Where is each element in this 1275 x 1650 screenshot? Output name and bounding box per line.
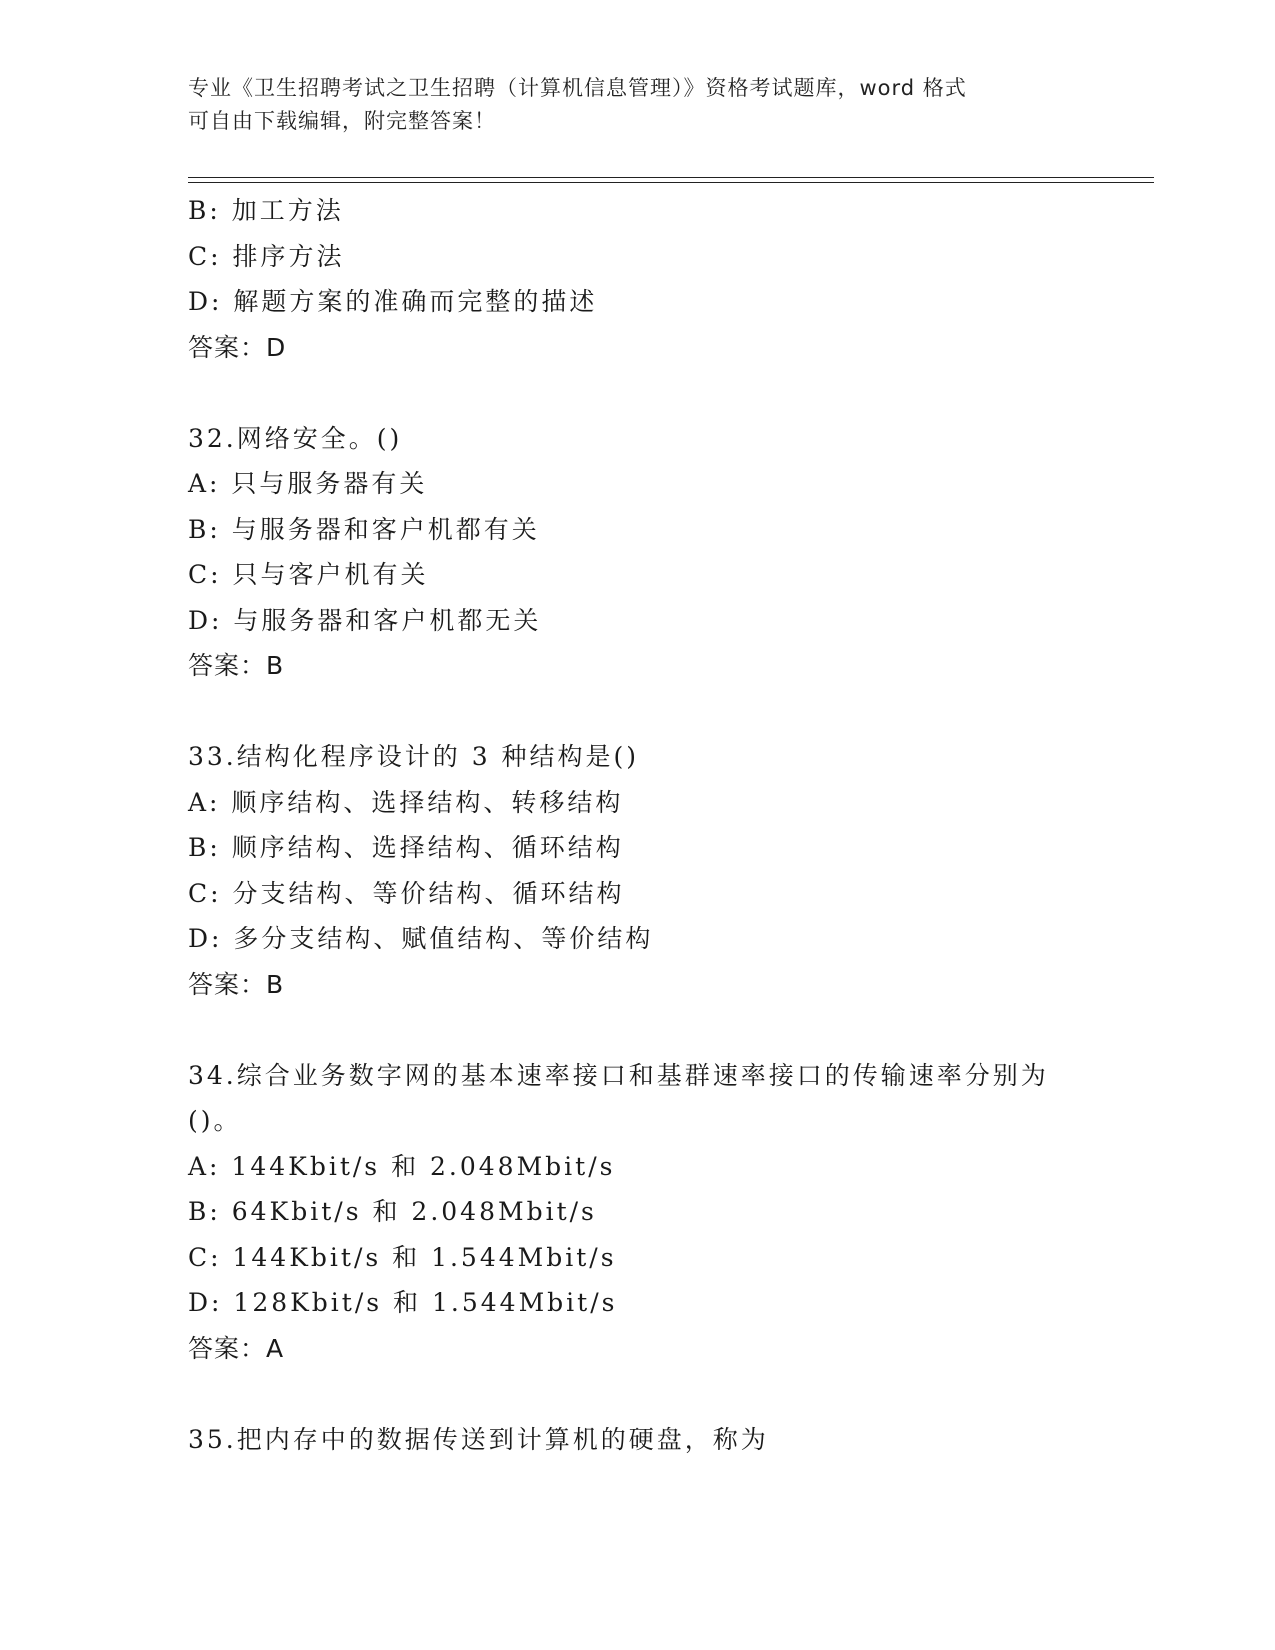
q33-answer: 答案：B [188, 969, 285, 999]
q31-answer: 答案：D [188, 332, 287, 362]
q34-option-b: B: 64Kbit/s 和 2.048Mbit/s [188, 1197, 597, 1226]
q32-option-d: D: 与服务器和客户机都无关 [188, 605, 542, 635]
q31-option-c: C: 排序方法 [188, 241, 345, 271]
q34-option-d: D: 128Kbit/s 和 1.544Mbit/s [188, 1288, 618, 1317]
q32-option-a: A: 只与服务器有关 [188, 469, 428, 498]
header-line-1: 专业《卫生招聘考试之卫生招聘（计算机信息管理）》资格考试题库，word 格式 [188, 76, 967, 100]
question-34 [188, 1053, 1148, 1372]
header-divider-bottom [188, 182, 1154, 183]
question-31 [188, 188, 1148, 370]
q31-option-b: B: 加工方法 [188, 196, 344, 225]
q33-option-d: D: 多分支结构、赋值结构、等价结构 [188, 924, 654, 953]
q33-option-b: B: 顺序结构、选择结构、循环结构 [188, 833, 624, 862]
spacer [188, 1007, 1148, 1053]
question-list [188, 188, 1148, 1462]
q32-stem: 32.网络安全。() [188, 423, 403, 453]
q32-option-c: C: 只与客户机有关 [188, 560, 429, 589]
q33-option-a: A: 顺序结构、选择结构、转移结构 [188, 787, 624, 817]
q34-answer: 答案：A [188, 1333, 285, 1363]
spacer [188, 370, 1148, 416]
q32-answer: 答案：B [188, 651, 285, 680]
q31-option-d: D: 解题方案的准确而完整的描述 [188, 287, 598, 316]
question-32 [188, 416, 1148, 689]
q33-option-c: C: 分支结构、等价结构、循环结构 [188, 878, 625, 908]
question-35 [188, 1417, 1148, 1463]
header-divider-top [188, 177, 1154, 178]
q35-stem: 35.把内存中的数据传送到计算机的硬盘，称为 [188, 1424, 769, 1454]
spacer [188, 689, 1148, 735]
q34-stem-line-2: ()。 [188, 1106, 242, 1135]
page-header [188, 72, 1088, 138]
q32-option-b: B: 与服务器和客户机都有关 [188, 514, 540, 544]
header-line-2: 可自由下载编辑，附完整答案！ [188, 109, 496, 133]
q34-option-c: C: 144Kbit/s 和 1.544Mbit/s [188, 1242, 617, 1272]
q33-stem: 33.结构化程序设计的 3 种结构是() [188, 742, 640, 771]
question-33 [188, 734, 1148, 1007]
q34-stem-line-1: 34.综合业务数字网的基本速率接口和基群速率接口的传输速率分别为 [188, 1060, 1049, 1090]
spacer [188, 1371, 1148, 1417]
q34-option-a: A: 144Kbit/s 和 2.048Mbit/s [188, 1151, 616, 1181]
